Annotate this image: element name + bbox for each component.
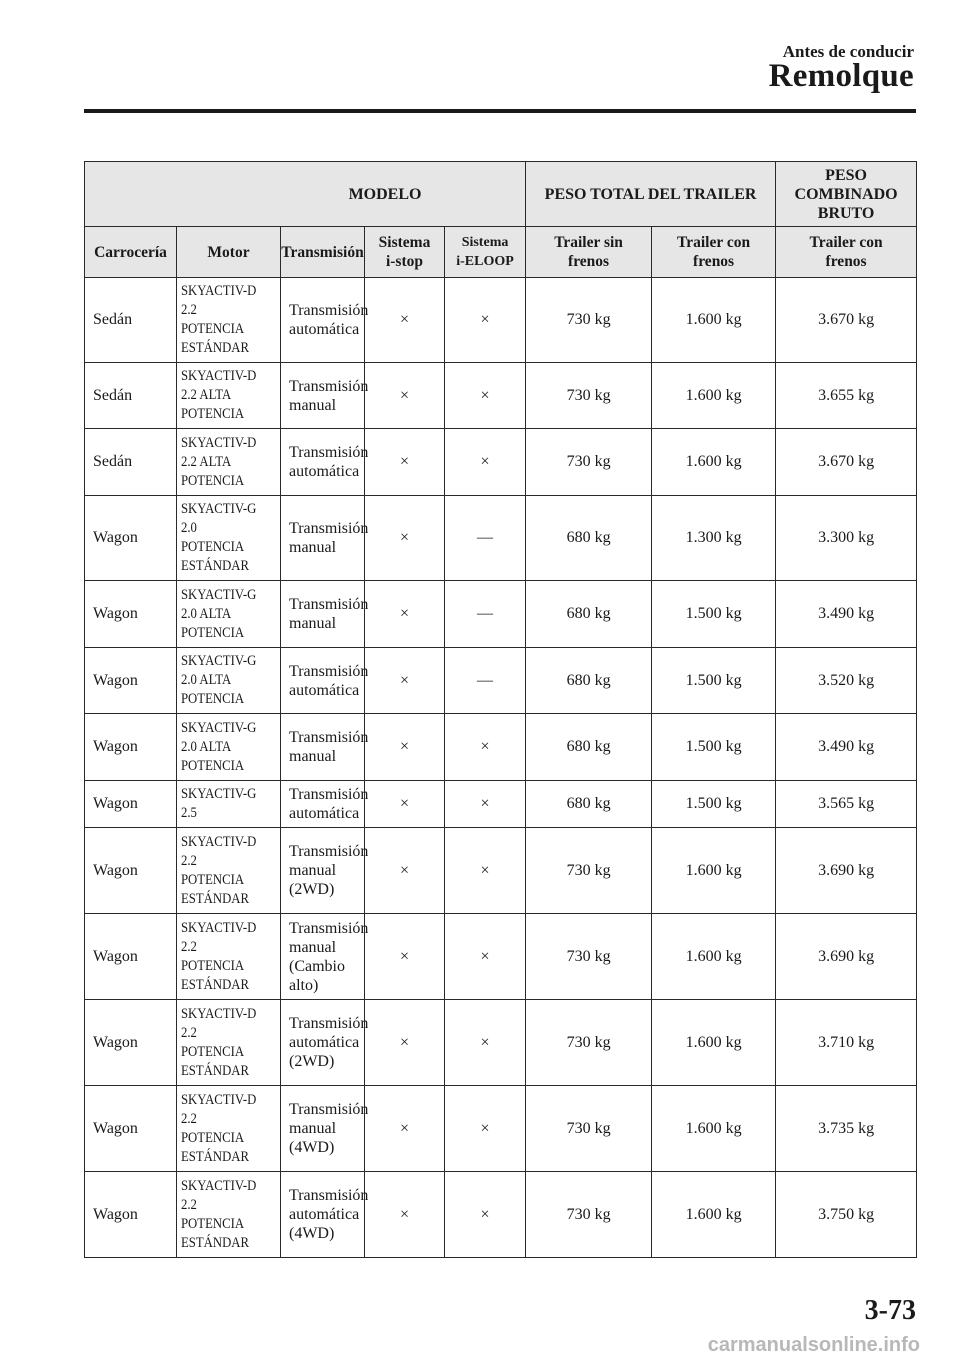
cell-carroceria: Sedán — [85, 278, 177, 363]
header-rule — [84, 109, 916, 113]
cell-peso-bruto: 3.670 kg — [776, 429, 917, 496]
cell-ieloop: × — [445, 1086, 526, 1172]
cell-motor: SKYACTIV-D 2.2 POTENCIA ESTÁNDAR — [177, 1000, 269, 1086]
cell-peso-bruto: 3.520 kg — [776, 648, 917, 714]
cell-carroceria: Wagon — [85, 1000, 177, 1086]
cell-carroceria: Sedán — [85, 429, 177, 496]
cell-peso-bruto: 3.565 kg — [776, 781, 917, 828]
cell-ieloop: — — [445, 581, 526, 648]
cell-istop: × — [365, 278, 445, 363]
cell-trailer-con-frenos: 1.500 kg — [652, 581, 776, 648]
table-row — [85, 278, 917, 363]
cell-carroceria: Sedán — [85, 363, 177, 429]
cell-carroceria: Wagon — [85, 1172, 177, 1258]
cell-istop: × — [365, 714, 445, 781]
cell-trailer-sin-frenos: 680 kg — [526, 714, 652, 781]
cell-trailer-sin-frenos: 680 kg — [526, 496, 652, 581]
cell-carroceria: Wagon — [85, 781, 177, 828]
table-body — [85, 278, 917, 1258]
table-row — [85, 581, 917, 648]
cell-transmision: Transmisión automática — [281, 429, 365, 496]
cell-ieloop: × — [445, 363, 526, 429]
cell-motor: SKYACTIV-D 2.2 POTENCIA ESTÁNDAR — [177, 828, 269, 914]
cell-carroceria: Wagon — [85, 1086, 177, 1172]
cell-trailer-con-frenos: 1.600 kg — [652, 429, 776, 496]
cell-carroceria: Wagon — [85, 714, 177, 781]
cell-peso-bruto: 3.690 kg — [776, 828, 917, 914]
cell-trailer-con-frenos: 1.600 kg — [652, 828, 776, 914]
cell-trailer-sin-frenos: 730 kg — [526, 828, 652, 914]
cell-motor: SKYACTIV-G 2.0 ALTA POTENCIA — [177, 648, 269, 714]
cell-istop: × — [365, 648, 445, 714]
cell-trailer-sin-frenos: 730 kg — [526, 429, 652, 496]
cell-trailer-sin-frenos: 730 kg — [526, 1000, 652, 1086]
watermark: carmanualsonline.info — [707, 1334, 920, 1356]
cell-ieloop: × — [445, 429, 526, 496]
header-peso-total-trailer: PESO TOTAL DEL TRAILER — [526, 162, 776, 227]
cell-peso-bruto: 3.490 kg — [776, 581, 917, 648]
cell-istop: × — [365, 781, 445, 828]
cell-trailer-con-frenos: 1.600 kg — [652, 278, 776, 363]
cell-istop: × — [365, 1172, 445, 1258]
col-istop: Sistema i-stop — [365, 227, 445, 278]
col-transmision: Transmisión — [281, 227, 365, 278]
col-ieloop: Sistema i-ELOOP — [445, 227, 526, 278]
cell-ieloop: × — [445, 278, 526, 363]
cell-motor: SKYACTIV-D 2.2 ALTA POTENCIA — [177, 429, 269, 496]
cell-istop: × — [365, 429, 445, 496]
cell-peso-bruto: 3.710 kg — [776, 1000, 917, 1086]
cell-ieloop: — — [445, 648, 526, 714]
cell-transmision: Transmisión manual (4WD) — [281, 1086, 365, 1172]
cell-motor: SKYACTIV-D 2.2 POTENCIA ESTÁNDAR — [177, 278, 269, 363]
cell-motor: SKYACTIV-G 2.0 ALTA POTENCIA — [177, 714, 269, 781]
cell-carroceria: Wagon — [85, 914, 177, 1000]
cell-peso-bruto: 3.670 kg — [776, 278, 917, 363]
cell-transmision: Transmisión automática — [281, 781, 365, 828]
cell-istop: × — [365, 581, 445, 648]
col-motor: Motor — [177, 227, 281, 278]
cell-transmision: Transmisión manual — [281, 363, 365, 429]
cell-motor: SKYACTIV-G 2.5 — [177, 781, 269, 828]
cell-trailer-con-frenos: 1.500 kg — [652, 781, 776, 828]
header-modelo: MODELO — [85, 162, 526, 227]
table-row — [85, 648, 917, 714]
cell-ieloop: × — [445, 714, 526, 781]
cell-peso-bruto: 3.735 kg — [776, 1086, 917, 1172]
cell-motor: SKYACTIV-D 2.2 ALTA POTENCIA — [177, 363, 269, 429]
cell-trailer-con-frenos: 1.600 kg — [652, 1086, 776, 1172]
table-row — [85, 914, 917, 1000]
cell-motor: SKYACTIV-G 2.0 ALTA POTENCIA — [177, 581, 269, 648]
cell-trailer-con-frenos: 1.600 kg — [652, 363, 776, 429]
cell-transmision: Transmisión automática — [281, 648, 365, 714]
col-bruto-trailer-con-frenos: Trailer con frenos — [776, 227, 917, 278]
table-row — [85, 1172, 917, 1258]
cell-trailer-sin-frenos: 730 kg — [526, 363, 652, 429]
cell-istop: × — [365, 1000, 445, 1086]
header-peso-combinado-bruto: PESO COMBINADO BRUTO — [776, 162, 917, 227]
cell-ieloop: × — [445, 781, 526, 828]
page-title: Remolque — [768, 58, 914, 94]
table-row — [85, 496, 917, 581]
cell-motor: SKYACTIV-G 2.0 POTENCIA ESTÁNDAR — [177, 496, 269, 581]
cell-trailer-sin-frenos: 680 kg — [526, 781, 652, 828]
cell-transmision: Transmisión manual (2WD) — [281, 828, 365, 914]
cell-carroceria: Wagon — [85, 648, 177, 714]
cell-peso-bruto: 3.655 kg — [776, 363, 917, 429]
cell-ieloop: — — [445, 496, 526, 581]
cell-istop: × — [365, 1086, 445, 1172]
cell-trailer-con-frenos: 1.500 kg — [652, 648, 776, 714]
cell-ieloop: × — [445, 1000, 526, 1086]
cell-transmision: Transmisión automática (4WD) — [281, 1172, 365, 1258]
page-number: 3-73 — [864, 1295, 916, 1326]
cell-ieloop: × — [445, 914, 526, 1000]
cell-carroceria: Wagon — [85, 828, 177, 914]
table-row — [85, 828, 917, 914]
cell-transmision: Transmisión automática — [281, 278, 365, 363]
section-label: Antes de conducir — [782, 42, 914, 61]
cell-peso-bruto: 3.690 kg — [776, 914, 917, 1000]
table-row — [85, 1000, 917, 1086]
col-trailer-con-frenos: Trailer con frenos — [652, 227, 776, 278]
cell-trailer-sin-frenos: 680 kg — [526, 581, 652, 648]
cell-trailer-con-frenos: 1.500 kg — [652, 714, 776, 781]
cell-istop: × — [365, 363, 445, 429]
cell-motor: SKYACTIV-D 2.2 POTENCIA ESTÁNDAR — [177, 1172, 269, 1258]
cell-trailer-sin-frenos: 730 kg — [526, 1172, 652, 1258]
cell-trailer-con-frenos: 1.600 kg — [652, 1000, 776, 1086]
cell-trailer-sin-frenos: 730 kg — [526, 914, 652, 1000]
cell-transmision: Transmisión manual — [281, 581, 365, 648]
cell-ieloop: × — [445, 828, 526, 914]
cell-trailer-sin-frenos: 680 kg — [526, 648, 652, 714]
cell-istop: × — [365, 828, 445, 914]
cell-ieloop: × — [445, 1172, 526, 1258]
cell-trailer-sin-frenos: 730 kg — [526, 1086, 652, 1172]
table-row — [85, 1086, 917, 1172]
col-trailer-sin-frenos: Trailer sin frenos — [526, 227, 652, 278]
cell-motor: SKYACTIV-D 2.2 POTENCIA ESTÁNDAR — [177, 914, 269, 1000]
cell-trailer-con-frenos: 1.300 kg — [652, 496, 776, 581]
cell-trailer-sin-frenos: 730 kg — [526, 278, 652, 363]
cell-trailer-con-frenos: 1.600 kg — [652, 914, 776, 1000]
table-row — [85, 363, 917, 429]
table-row — [85, 429, 917, 496]
cell-peso-bruto: 3.490 kg — [776, 714, 917, 781]
cell-carroceria: Wagon — [85, 581, 177, 648]
cell-carroceria: Wagon — [85, 496, 177, 581]
towing-weights-table — [84, 161, 917, 1258]
cell-istop: × — [365, 914, 445, 1000]
cell-transmision: Transmisión automática (2WD) — [281, 1000, 365, 1086]
table-row — [85, 781, 917, 828]
col-carroceria: Carrocería — [85, 227, 177, 278]
cell-peso-bruto: 3.300 kg — [776, 496, 917, 581]
table-row — [85, 714, 917, 781]
cell-istop: × — [365, 496, 445, 581]
cell-motor: SKYACTIV-D 2.2 POTENCIA ESTÁNDAR — [177, 1086, 269, 1172]
cell-trailer-con-frenos: 1.600 kg — [652, 1172, 776, 1258]
cell-transmision: Transmisión manual — [281, 714, 365, 781]
cell-transmision: Transmisión manual — [281, 496, 365, 581]
cell-transmision: Transmisión manual (Cambio alto) — [281, 914, 365, 1000]
cell-peso-bruto: 3.750 kg — [776, 1172, 917, 1258]
